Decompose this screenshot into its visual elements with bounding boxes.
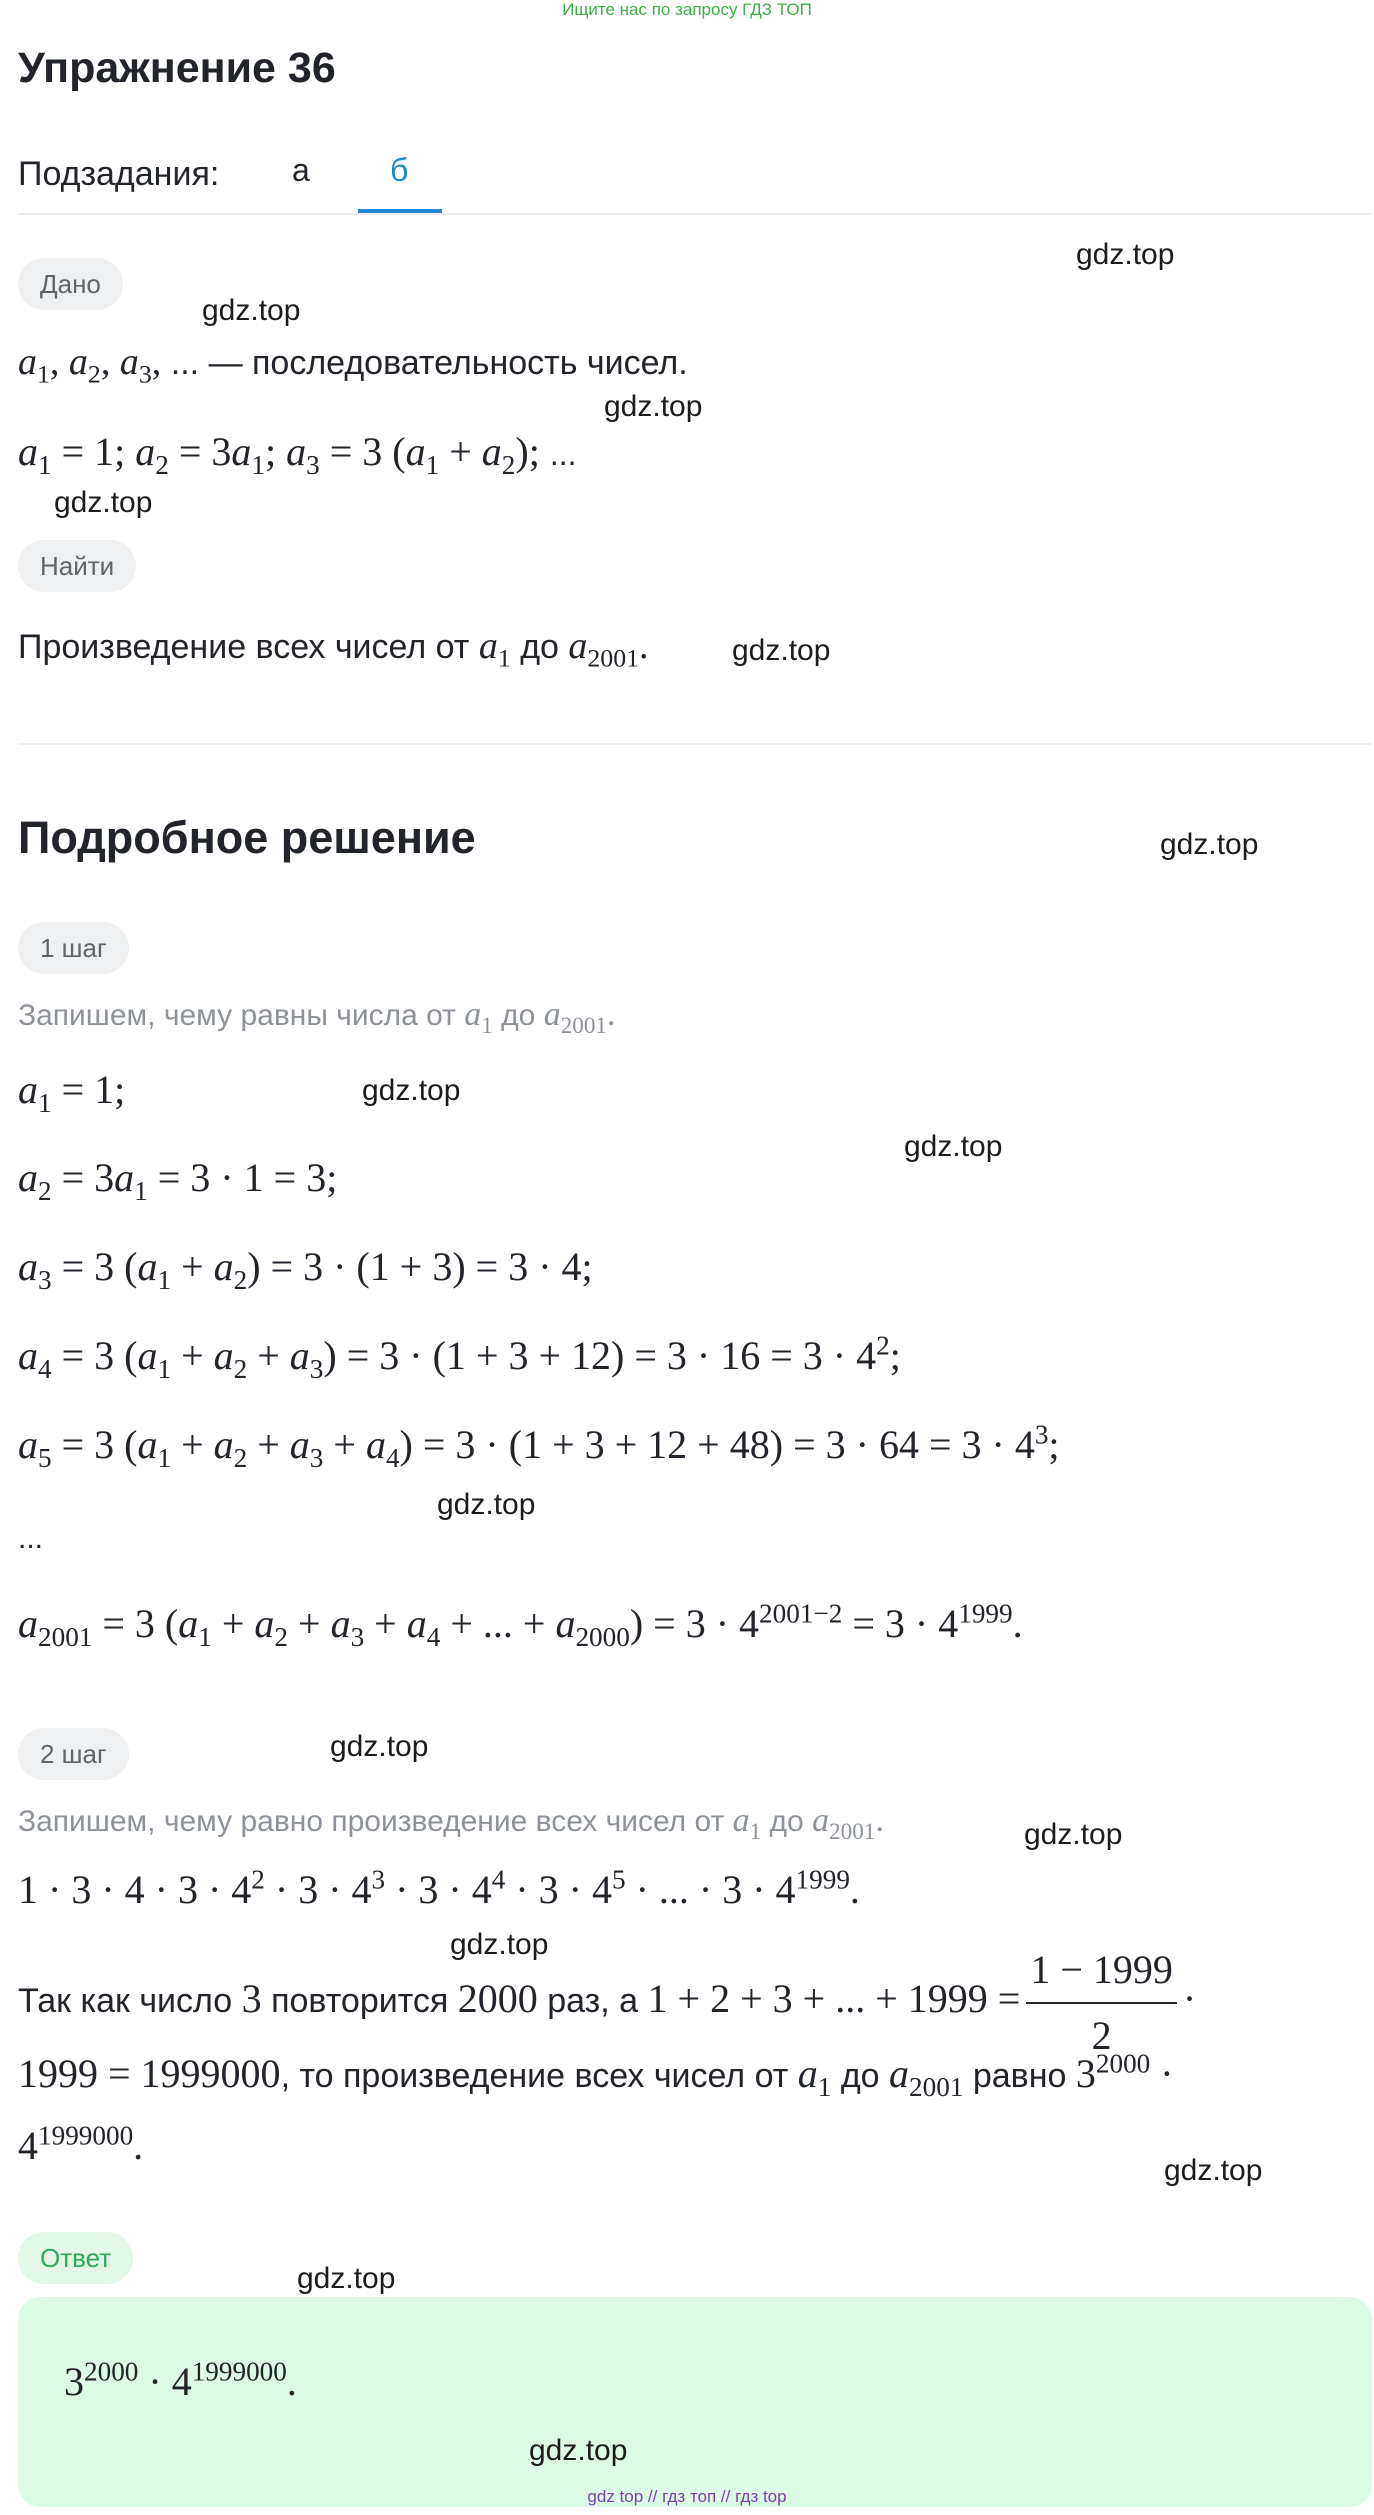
step1-chip: 1 шаг — [18, 922, 129, 974]
explain-part-4: , то произведение всех чисел от — [280, 2057, 789, 2095]
explain-part-2: повторится — [271, 1981, 449, 2020]
watermark: gdz.top — [362, 1074, 461, 1107]
eq-a3: $a_3 = 3$ $(a_1 + a_2) = 3 \cdot (1 + 3) = 3 \cdot 4$; — [18, 1244, 593, 1295]
eq-a4: $a_4 = 3$ $(a_1 + a_2 + a_3) = 3 \cdot (1 + 3 + 12) = 3 \cdot 16 = 3 \cdot 4^2$; — [18, 1330, 901, 1384]
footer-note: gdz top // гдз топ // гдз top — [587, 2487, 787, 2506]
step2-desc-before: Запишем, чему равно произведение всех чисел от — [18, 1805, 725, 1838]
watermark: gdz.top — [54, 486, 153, 519]
tab-subtask-b[interactable]: б — [390, 152, 409, 188]
tabs-divider — [18, 213, 1372, 215]
section-divider — [18, 743, 1372, 745]
step1-desc-before: Запишем, чему равны числа от — [18, 999, 456, 1032]
watermark: gdz.top — [732, 634, 831, 667]
find-chip: Найти — [18, 540, 136, 592]
explain-part-1: Так как число — [18, 1981, 233, 2020]
watermark: gdz.top — [450, 1928, 549, 1961]
watermark: gdz.top — [1164, 2154, 1263, 2187]
tab-subtask-a[interactable]: а — [292, 152, 310, 188]
step2-explain-line-2: 1999 = 1999000, то произведение всех чисел от $a_1$ до $a_{2001}$ равно $3^{2000}$ · — [18, 2048, 1174, 2102]
watermark: gdz.top — [1160, 828, 1259, 861]
watermark: gdz.top — [437, 1488, 536, 1521]
page-title: Упражнение 36 — [18, 44, 336, 92]
solution-title: Подробное решение — [18, 812, 476, 863]
find-text-before: Произведение всех чисел от — [18, 628, 470, 666]
step2-explain-line-3: $4^{1999000}$. — [18, 2120, 144, 2168]
answer-value: $3^{2000} \cdot 4^{1999000}$. — [64, 2356, 297, 2404]
watermark: gdz.top — [1024, 1818, 1123, 1851]
find-text: Произведение всех чисел от $a_1$ до $a_{2001}$. — [18, 625, 649, 673]
step2-desc-between: до — [769, 1805, 804, 1838]
watermark: gdz.top — [1076, 238, 1175, 271]
step2-description: Запишем, чему равно произведение всех чисел от $a_1$ до $a_{2001}$. — [18, 1802, 884, 1845]
explain-part-6: равно — [972, 2057, 1067, 2095]
watermark: gdz.top — [297, 2262, 396, 2295]
watermark: gdz.top — [330, 1730, 429, 1763]
step1-description: Запишем, чему равны числа от $a_1$ до $a_{2001}$. — [18, 996, 616, 1039]
watermark: gdz.top — [529, 2434, 628, 2467]
answer-chip: Ответ — [18, 2232, 133, 2284]
watermark: gdz.top — [604, 390, 703, 423]
step2-chip: 2 шаг — [18, 1728, 129, 1780]
eq-product: $1 \cdot 3 \cdot 4 \cdot 3 \cdot 4^2 \cdot 3 \cdot 4^3 \cdot 3 \cdot 4^4 \cdot 3 \cdot 4^5$ · ... · $3 \cdot 4^{1999}$. — [18, 1864, 860, 1912]
subtasks-label: Подзадания: — [18, 155, 220, 193]
active-tab-indicator — [358, 209, 442, 213]
step1-desc-between: до — [501, 999, 536, 1032]
given-line-1: $a_1$, $a_2$, $a_3$, ... — последовательность чисел. — [18, 341, 688, 389]
explain-part-5: до — [840, 2057, 880, 2095]
given-line-2: $a_1 = 1$; $a_2 = 3a_1$; $a_3 = 3$ $(a_1 + a_2)$; ... — [18, 429, 577, 480]
promo-note: Ищите нас по запросу ГДЗ ТОП — [562, 0, 812, 19]
step2-explain-line-1: Так как число 3 повторится 2000 раз, а 1 + 2 + 3 + ... + 1999 = $\frac{1 - 1999}{2}$ · — [18, 1940, 1196, 2066]
eq-a2: $a_2 = 3a_1 = 3 \cdot 1 = 3$; — [18, 1155, 338, 1206]
find-text-between: до — [520, 628, 559, 666]
given-ellipsis: ... — [170, 344, 200, 382]
eq-a5: $a_5 = 3$ $(a_1 + a_2 + a_3 + a_4) = 3 \cdot (1 + 3 + 12 + 48) = 3 \cdot 64 = 3 \cdot 4^3$; — [18, 1419, 1060, 1473]
given-chip: Дано — [18, 258, 123, 310]
given-sequence-text: — последовательность чисел. — [208, 344, 688, 382]
step1-dots: ... — [18, 1522, 44, 1555]
eq-a1: $a_1 = 1$; — [18, 1067, 126, 1118]
explain-part-3: раз, а — [547, 1981, 639, 2020]
watermark: gdz.top — [904, 1130, 1003, 1163]
eq-a2001: $a_{2001} = 3$ ($a_1 + a_2 + a_3 + a_4$ + ... + $a_{2000}) = 3 \cdot 4^{2001-2} = 3 \cdot 4^{1999}$. — [18, 1598, 1023, 1652]
watermark: gdz.top — [202, 294, 301, 327]
